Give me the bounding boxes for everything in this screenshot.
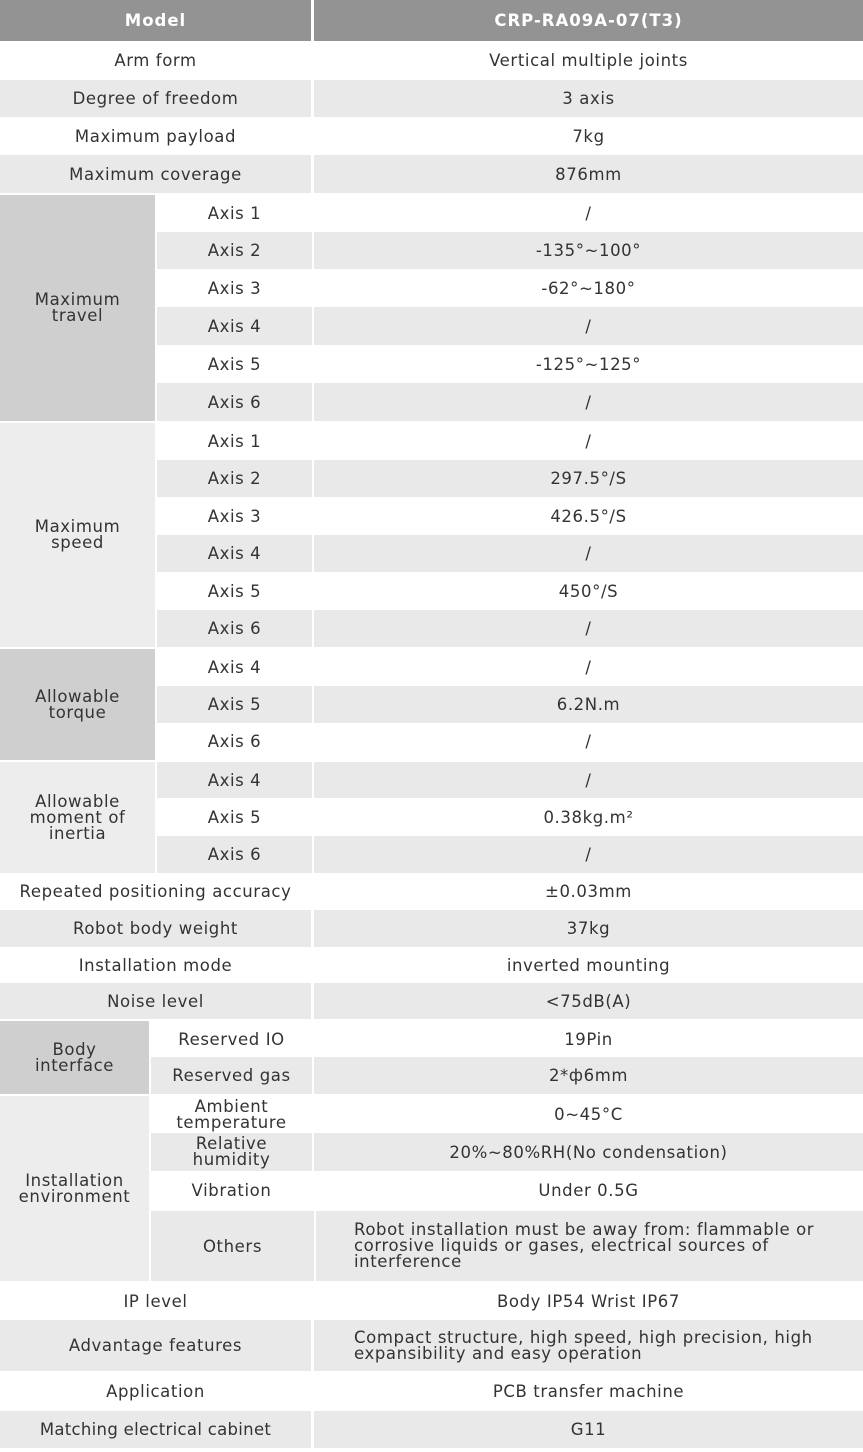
inertia-axis-5: Axis 5 [157,798,312,836]
ip-level-label: IP level [0,1283,311,1320]
cabinet-label: Matching electrical cabinet [0,1411,311,1448]
relative-humidity-value: 20%~80%RH(No condensation) [314,1133,863,1171]
speed-value-4: / [314,535,863,572]
model-value: CRP-RA09A-07(T3) [314,0,863,41]
speed-axis-2: Axis 2 [157,460,312,497]
dof-label: Degree of freedom [0,80,311,117]
speed-value-5: 450°/S [314,572,863,610]
installation-mode-label: Installation mode [0,947,311,983]
advantage-label: Advantage features [0,1320,311,1371]
travel-axis-2: Axis 2 [157,232,312,269]
speed-value-1: / [314,423,863,460]
travel-value-4: / [314,307,863,345]
travel-value-3: -62°~180° [314,269,863,307]
torque-axis-6: Axis 6 [157,723,312,760]
cabinet-value: G11 [314,1411,863,1448]
payload-label: Maximum payload [0,117,311,155]
reserved-gas-label: Reserved gas [151,1057,312,1094]
ip-level-value: Body IP54 Wrist IP67 [314,1283,863,1320]
speed-value-3: 426.5°/S [314,497,863,535]
travel-value-5: -125°~125° [314,345,863,383]
inertia-value-5: 0.38kg.m² [314,798,863,836]
travel-axis-4: Axis 4 [157,307,312,345]
others-label: Others [151,1211,314,1281]
inertia-label: Allowable moment of inertia [0,762,155,873]
weight-label: Robot body weight [0,910,311,947]
advantage-value: Compact structure, high speed, high precision, high expansibility and easy operation [314,1320,863,1371]
travel-label: Maximum travel [0,195,155,421]
travel-axis-1: Axis 1 [157,195,312,232]
ambient-temperature-value: 0~45°C [314,1096,863,1133]
reserved-io-value: 19Pin [314,1021,863,1057]
torque-value-4: / [314,649,863,686]
speed-axis-5: Axis 5 [157,572,312,610]
body-interface-label: Body interface [0,1021,149,1094]
vibration-value: Under 0.5G [314,1171,863,1209]
inertia-axis-6: Axis 6 [157,836,312,873]
speed-axis-1: Axis 1 [157,423,312,460]
inertia-value-6: / [314,836,863,873]
others-value: Robot installation must be away from: flammable or corrosive liquids or gases, electrical sources of interference [316,1211,863,1281]
speed-axis-6: Axis 6 [157,610,312,647]
torque-value-6: / [314,723,863,760]
torque-axis-5: Axis 5 [157,686,312,723]
installation-mode-value: inverted mounting [314,947,863,983]
reserved-gas-value: 2*ф6mm [314,1057,863,1094]
travel-axis-5: Axis 5 [157,345,312,383]
vibration-label: Vibration [151,1171,312,1209]
accuracy-label: Repeated positioning accuracy [0,873,311,910]
model-label: Model [0,0,311,41]
application-label: Application [0,1371,311,1411]
noise-label: Noise level [0,983,311,1019]
ambient-temperature-label: Ambient temperature [151,1096,312,1133]
application-value: PCB transfer machine [314,1371,863,1411]
weight-value: 37kg [314,910,863,947]
speed-value-6: / [314,610,863,647]
speed-axis-3: Axis 3 [157,497,312,535]
torque-value-5: 6.2N.m [314,686,863,723]
inertia-axis-4: Axis 4 [157,762,312,798]
travel-axis-3: Axis 3 [157,269,312,307]
travel-value-2: -135°~100° [314,232,863,269]
coverage-label: Maximum coverage [0,155,311,193]
coverage-value: 876mm [314,155,863,193]
reserved-io-label: Reserved IO [151,1021,312,1057]
arm-form-value: Vertical multiple joints [314,41,863,80]
speed-label: Maximum speed [0,423,155,647]
accuracy-value: ±0.03mm [314,873,863,910]
dof-value: 3 axis [314,80,863,117]
noise-value: <75dB(A) [314,983,863,1019]
travel-value-6: / [314,383,863,421]
payload-value: 7kg [314,117,863,155]
inertia-value-4: / [314,762,863,798]
speed-value-2: 297.5°/S [314,460,863,497]
arm-form-label: Arm form [0,41,311,80]
torque-axis-4: Axis 4 [157,649,312,686]
travel-axis-6: Axis 6 [157,383,312,421]
travel-value-1: / [314,195,863,232]
speed-axis-4: Axis 4 [157,535,312,572]
environment-label: Installation environment [0,1096,149,1281]
torque-label: Allowable torque [0,649,155,760]
relative-humidity-label: Relative humidity [151,1133,312,1171]
